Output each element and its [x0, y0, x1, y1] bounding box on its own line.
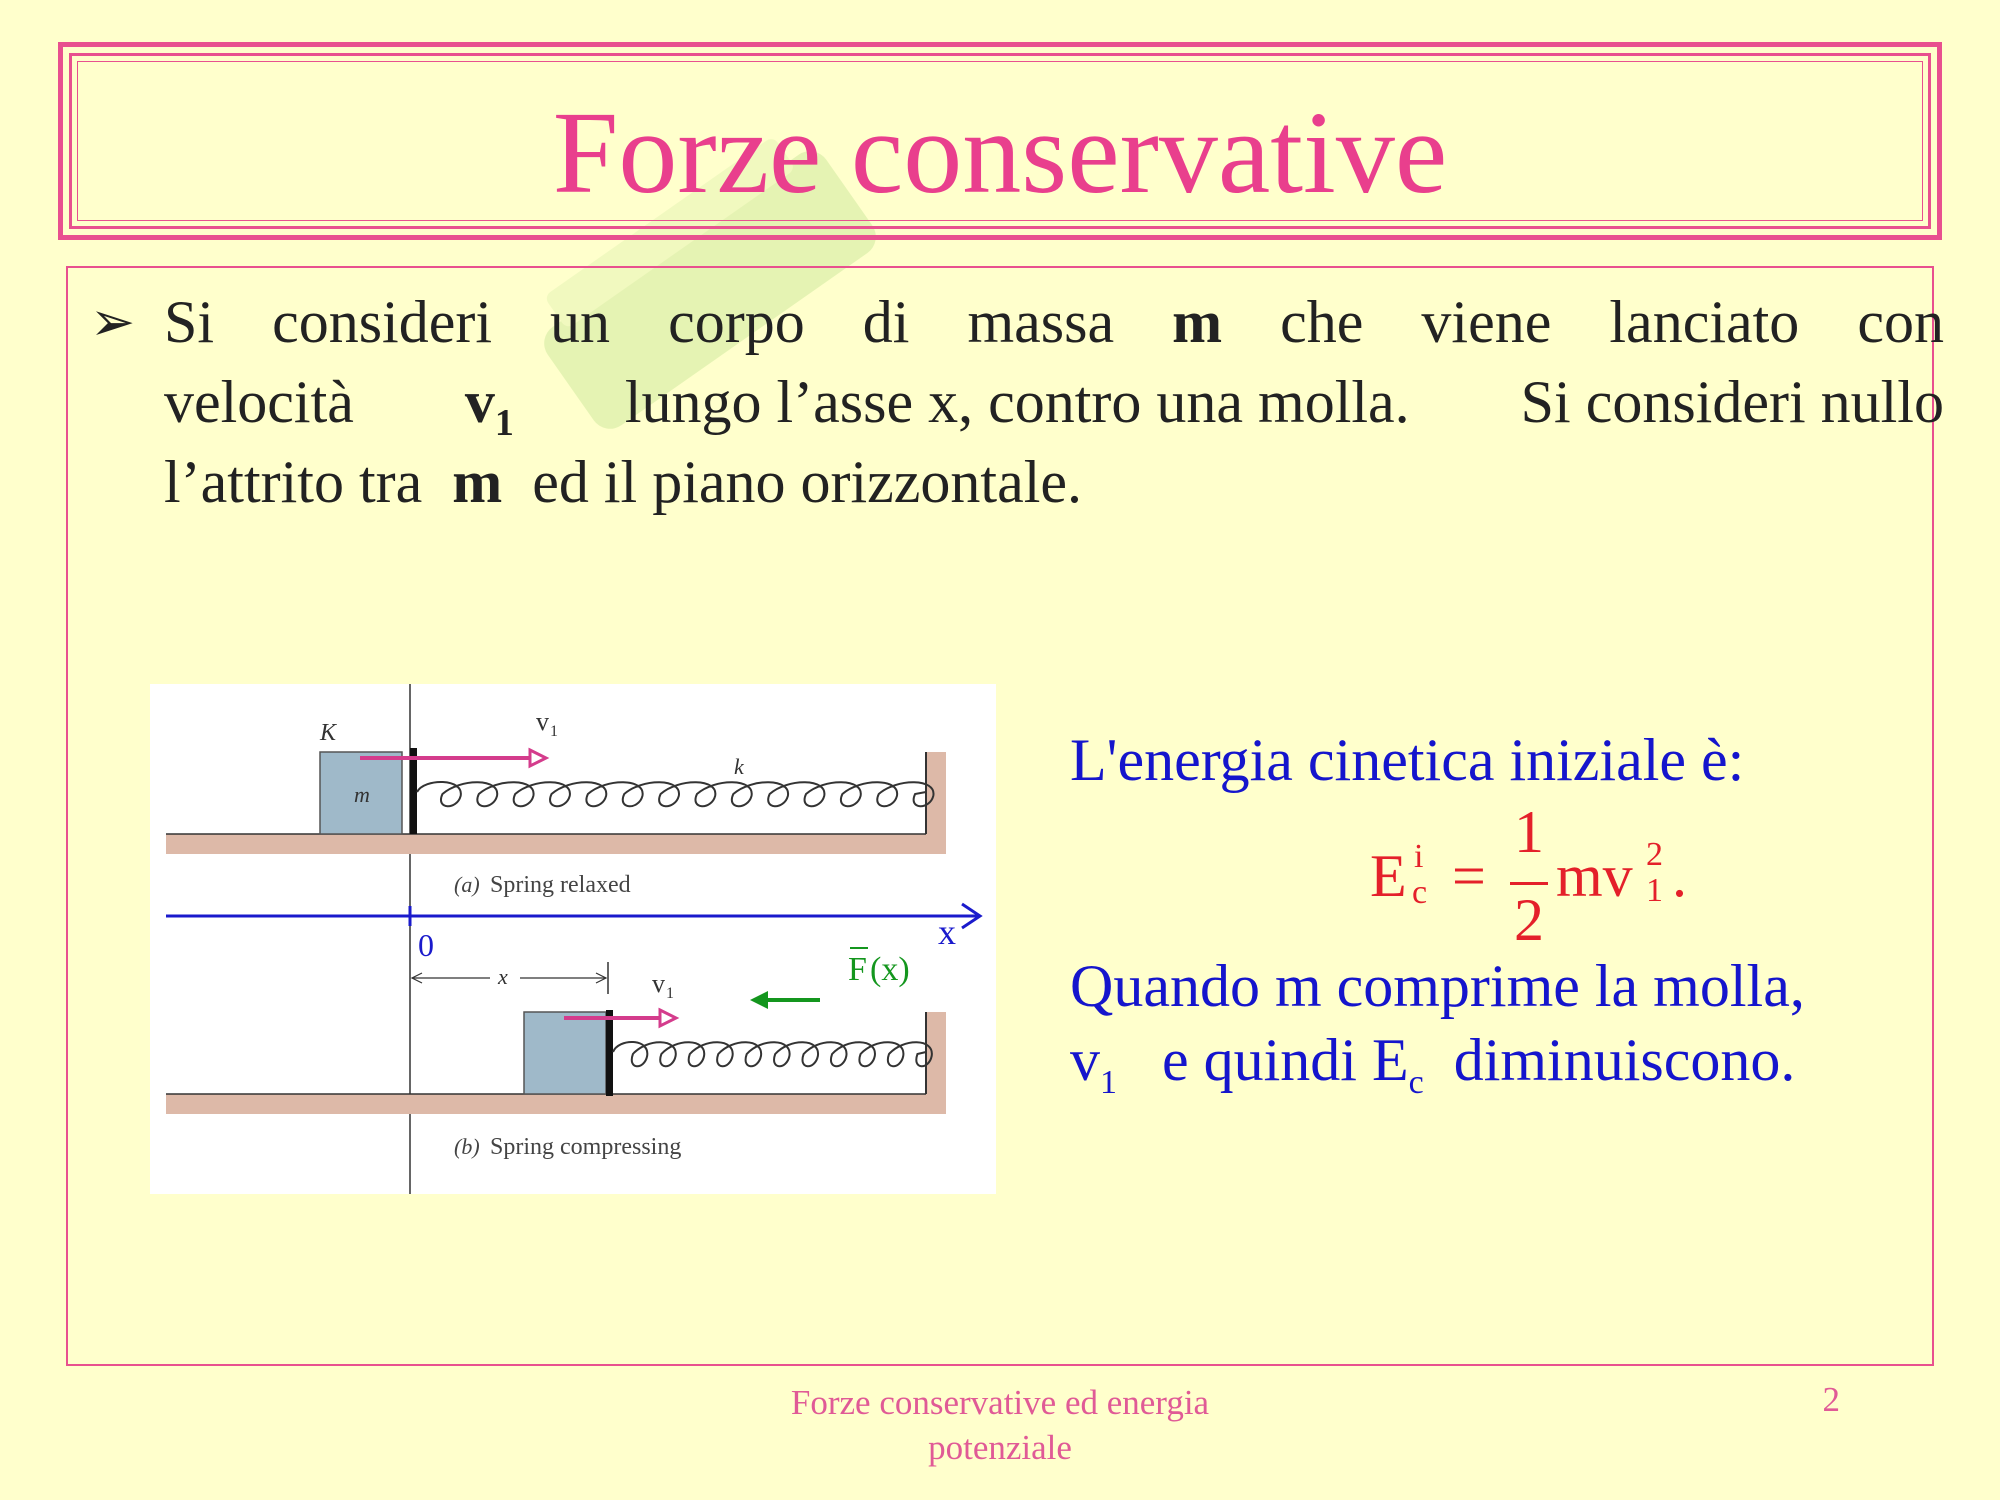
mass-symbol: m — [452, 449, 503, 515]
line2-v: v — [1070, 1027, 1100, 1093]
kinetic-energy-formula — [1370, 799, 1700, 962]
word: che — [1280, 289, 1364, 355]
formula-E-sup: i — [1414, 838, 1424, 875]
axis-x-label: x — [938, 912, 956, 952]
line2-v-sub: 1 — [1100, 1064, 1117, 1101]
velocity-arrowhead-b — [660, 1010, 676, 1026]
compression-line-1: Quando m comprime la molla, — [1070, 953, 1805, 1019]
force-arg: (x) — [870, 951, 910, 988]
label-K: K — [320, 720, 337, 746]
floor-a — [166, 834, 946, 854]
word: con — [1857, 289, 1944, 355]
formula-v-sub: 1 — [1646, 872, 1663, 909]
label-m: m — [354, 782, 370, 807]
energy-intro: L'energia cinetica iniziale è: — [1070, 727, 1745, 793]
block-b — [524, 1012, 606, 1094]
paragraph-line-3 — [164, 442, 1082, 522]
word-group: ed il piano orizzontale. — [532, 449, 1083, 515]
formula-mv: mv — [1556, 843, 1633, 909]
label-v1-bottom-sub: 1 — [666, 985, 674, 1002]
line2-mid: e quindi E — [1162, 1027, 1409, 1093]
label-v1-bottom: v — [652, 969, 665, 998]
force-arrowhead — [750, 991, 768, 1009]
word-group: l’attrito tra — [164, 449, 423, 515]
footer-caption — [740, 1380, 1260, 1470]
velocity-v: v — [464, 369, 495, 435]
word: consideri — [272, 289, 493, 355]
label-k: k — [734, 754, 744, 779]
spring-plate-b — [606, 1010, 613, 1096]
formula-E-sub: c — [1412, 874, 1428, 911]
arrow-bullet-icon: ➢ — [90, 290, 136, 353]
caption-a-letter: (a) — [454, 872, 480, 897]
spring-plate-a — [410, 748, 417, 834]
word: viene — [1421, 289, 1552, 355]
formula-v-sup: 2 — [1646, 836, 1663, 873]
formula-denominator: 2 — [1514, 887, 1544, 953]
force-label: F — [848, 951, 867, 988]
spring-b — [613, 1042, 932, 1066]
footer-line-1: Forze conservative ed energia — [790, 1383, 1210, 1422]
spring-diagram — [150, 684, 996, 1194]
word: Si — [164, 289, 215, 355]
formula-numerator: 1 — [1514, 799, 1544, 865]
caption-b-letter: (b) — [454, 1134, 480, 1159]
word: velocità — [164, 369, 354, 435]
word: lanciato — [1609, 289, 1800, 355]
floor-b — [166, 1094, 946, 1114]
spring-figure — [150, 684, 996, 1194]
axis-origin-label: 0 — [418, 927, 434, 963]
panel-b — [166, 948, 946, 1160]
fraction-bar — [1510, 882, 1548, 885]
compression-line-2 — [1070, 1026, 1795, 1102]
word-group: Si consideri nullo — [1520, 369, 1944, 435]
velocity-arrowhead-a — [530, 750, 546, 766]
formula-E: E — [1370, 843, 1407, 909]
line2-end: diminuiscono. — [1453, 1027, 1796, 1093]
caption-a: Spring relaxed — [490, 872, 631, 898]
mass-symbol: m — [1172, 289, 1223, 355]
caption-b: Spring compressing — [490, 1134, 682, 1160]
formula-period: . — [1672, 843, 1687, 909]
word: di — [862, 289, 910, 355]
formula-equals: = — [1452, 843, 1486, 909]
spring-a — [417, 782, 934, 806]
footer-line-2: potenziale — [928, 1428, 1072, 1467]
word-group: lungo l’asse x, contro una molla. — [624, 369, 1410, 435]
paragraph-line-1 — [164, 282, 1944, 362]
word: massa — [967, 289, 1115, 355]
label-v1-top: v — [536, 707, 549, 736]
panel-a — [166, 707, 946, 898]
dimension-x-label: x — [498, 964, 508, 989]
velocity-subscript: 1 — [494, 402, 514, 444]
page-number: 2 — [1822, 1380, 1840, 1419]
label-v1-top-sub: 1 — [550, 723, 558, 740]
line2-E-sub: c — [1408, 1064, 1424, 1101]
word: un — [550, 289, 611, 355]
word: corpo — [668, 289, 805, 355]
slide-title: Forze conservative — [552, 87, 1448, 218]
